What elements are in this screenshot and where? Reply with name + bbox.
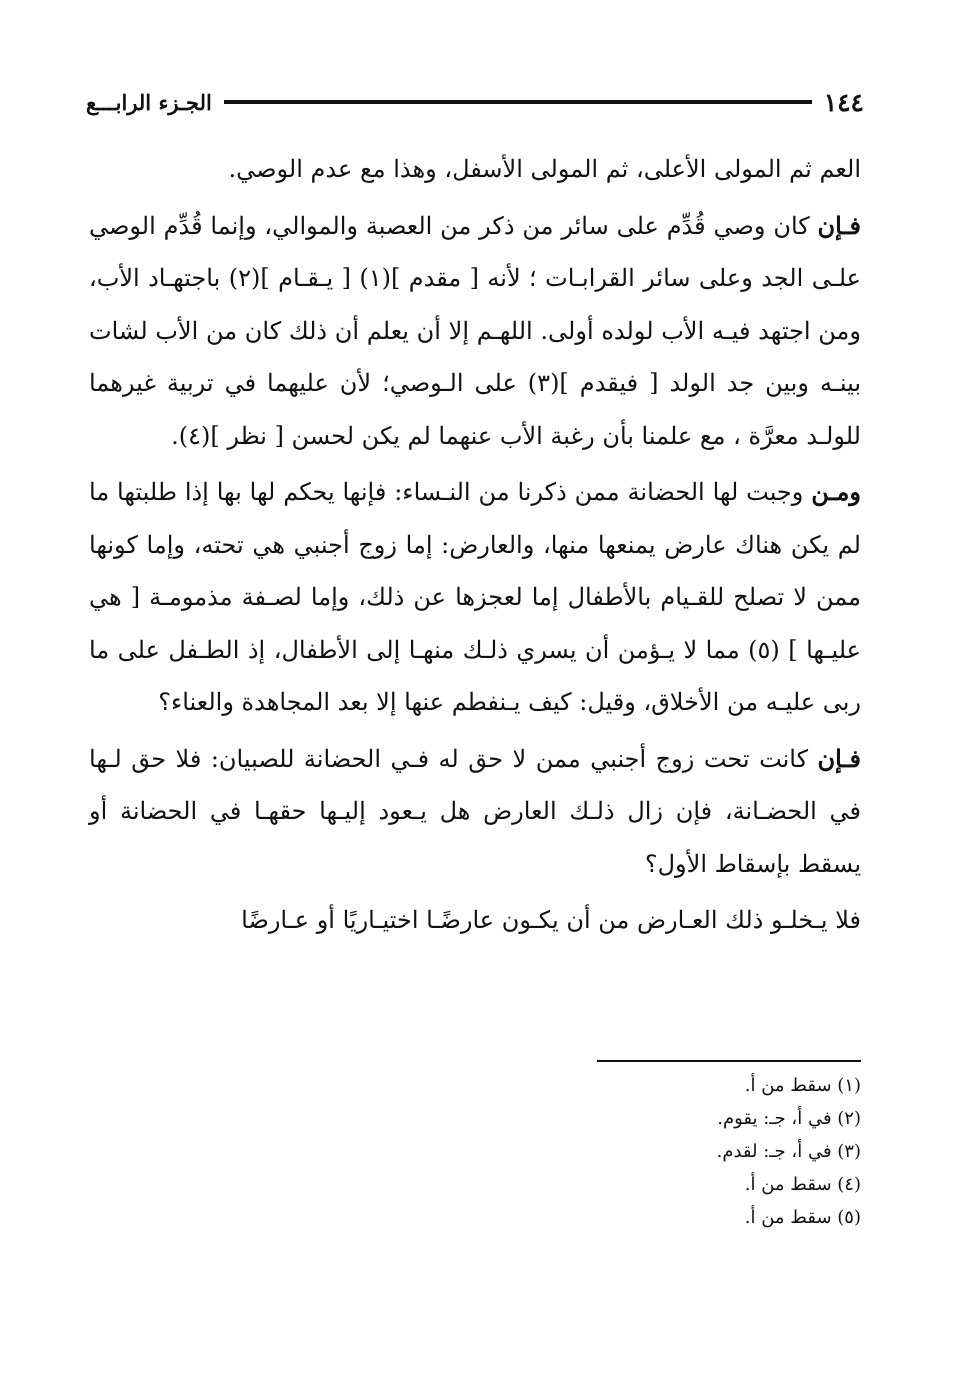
paragraph-text: فلا يـخلـو ذلك العـارض من أن يكـون عارضًـا اختيـاريًا أو عـارضًا — [241, 906, 861, 934]
footnote: (٢) في أ، جـ: يقوم. — [717, 1108, 861, 1129]
page-number: ١٤٤ — [823, 87, 864, 117]
main-text — [89, 143, 861, 951]
paragraph-text: كان وصي قُدِّم على سائر من ذكر من العصبة والموالي، وإنما قُدِّم الوصي علـى الجد وعلى سائر القرابـات ؛ لأنه [ مقدم ](١) [ يـقـام ](٢) باجتهـاد الأب، ومن اجتهد فيـه الأب لولده أولى. اللهـم إلا أن يعلم أن ذلك كان من الأب لشات بينـه وبين جد الولد [ فيقدم ](٣) على الـوصي؛ لأن عليهما في تربية غيرهما للولـد معرَّة ، مع علمنا بأن رغبة الأب عنهما لم يكن لحسن [ نظر ](٤). — [89, 211, 862, 450]
footnotes — [561, 1069, 861, 1234]
header-rule — [224, 100, 812, 104]
paragraph-text: وجبت لها الحضانة ممن ذكرنا من النـساء: فإنها يحكم لها بها إذا طلبتها ما لم يكن هناك عارض يمنعها منها، والعارض: إما زوج أجنبي هي تحته، وإما كونها ممن لا تصلح للقـيام بالأطفال إما لعجزها عن ذلك، وإما لصـفة مذمومـة [ هي عليـها ] (٥) مما لا يـؤمن أن يسري ذلـك منهـا إلى الأطفال، إذ الطـفل على ما ربى عليـه من الأخلاق، وقيل: كيف يـنفطم عنها إلا بعد المجاهدة والعناء؟ — [89, 478, 862, 716]
page-header — [86, 82, 864, 122]
paragraph — [89, 143, 861, 196]
paragraph-text: العم ثم المولى الأعلى، ثم المولى الأسفل، وهذا مع عدم الوصي. — [228, 155, 861, 183]
paragraph — [89, 200, 861, 463]
footnote: (٥) سقط من أ. — [744, 1207, 861, 1228]
footnote: (١) سقط من أ. — [744, 1075, 861, 1096]
paragraph-text: كانت تحت زوج أجنبي ممن لا حق له فـي الحضانة للصبيان: فلا حق لـها في الحضـانة، فإن زال ذلـك العارض هل يـعود إليـها حقهـا في الحضانة أو يسقط بإسقاط الأول؟ — [89, 744, 861, 878]
footnote: (٣) في أ، جـ: لقدم. — [716, 1141, 861, 1162]
paragraph-lead: فـإن — [817, 210, 861, 240]
paragraph — [89, 894, 861, 947]
footnote: (٤) سقط من أ. — [744, 1174, 861, 1195]
paragraph-lead: فـإن — [817, 743, 861, 773]
paragraph-lead: ومـن — [811, 477, 861, 506]
footnote-rule — [597, 1060, 861, 1062]
running-title: الجـزء الرابـــع — [86, 89, 212, 115]
paragraph — [89, 733, 861, 891]
paragraph — [89, 466, 861, 729]
